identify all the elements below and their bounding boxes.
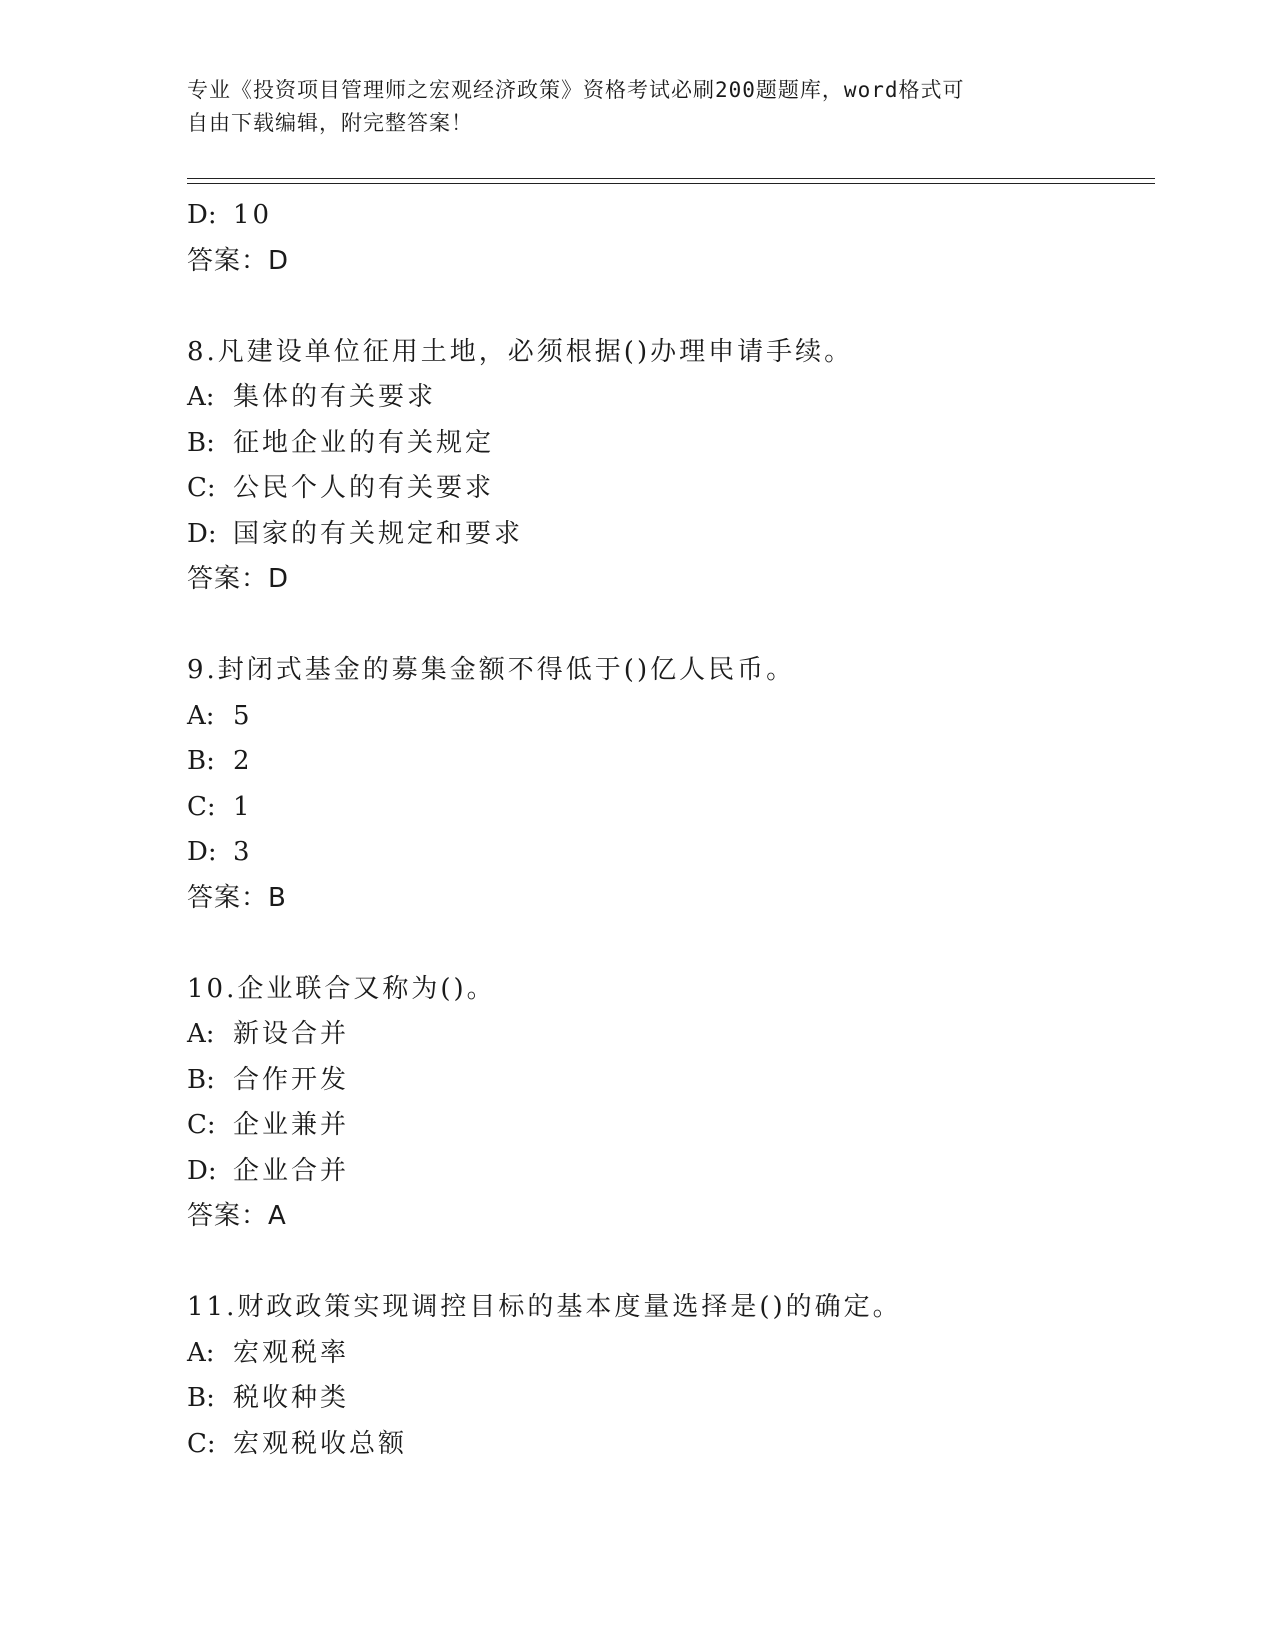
question-stem: 9.封闭式基金的募集金额不得低于()亿人民币。	[187, 655, 796, 685]
option-label: B:	[187, 427, 215, 458]
option-label: C:	[187, 1428, 216, 1459]
option-text: 国家的有关规定和要求	[233, 518, 524, 549]
option-label: A:	[187, 1019, 215, 1049]
option-text: 3	[233, 837, 253, 867]
header-divider-bottom	[187, 183, 1155, 184]
option-text: 新设合并	[233, 1019, 350, 1049]
option-text: 征地企业的有关规定	[233, 427, 495, 458]
option-text: 企业兼并	[233, 1110, 350, 1140]
option-b	[187, 1376, 1155, 1422]
question-stem: 11.财政政策实现调控目标的基本度量选择是()的确定。	[187, 1292, 902, 1322]
question-stem: 10.企业联合又称为()。	[187, 973, 496, 1004]
question-stem: 8.凡建设单位征用土地，必须根据()办理申请手续。	[187, 336, 854, 367]
option-text: 合作开发	[233, 1064, 350, 1095]
option-text: 公民个人的有关要求	[233, 473, 495, 503]
answer-line: 答案：D	[187, 564, 290, 594]
option-label: C:	[187, 473, 216, 503]
option-label: D:	[187, 518, 217, 549]
option-label: D:	[187, 837, 217, 867]
option-c	[187, 1422, 1155, 1468]
option-label: C:	[187, 1110, 216, 1140]
option-label: C:	[187, 791, 216, 822]
option-text: 1	[233, 791, 253, 822]
answer-line: 答案：D	[187, 245, 290, 276]
option-label: A:	[187, 700, 215, 731]
option-d	[187, 830, 1155, 876]
option-c	[187, 785, 1155, 831]
option-b	[187, 739, 1155, 785]
option-label: B:	[187, 1064, 215, 1095]
question-list	[187, 193, 1155, 1467]
answer-line: 答案：B	[187, 882, 287, 913]
page-header	[187, 74, 1087, 140]
option-d	[187, 512, 1155, 558]
header-title-line-2: 自由下载编辑，附完整答案！	[187, 111, 473, 135]
option-c	[187, 1103, 1155, 1149]
option-text: 税收种类	[233, 1383, 350, 1413]
header-title-line-1: 专业《投资项目管理师之宏观经济政策》资格考试必刷200题题库，word格式可	[187, 78, 965, 102]
option-c	[187, 466, 1155, 512]
header-divider-top	[187, 178, 1155, 179]
option-label: A:	[187, 1337, 215, 1368]
option-d	[187, 193, 1155, 239]
option-label: D:	[187, 1155, 217, 1186]
spacer	[187, 1240, 1155, 1286]
option-a	[187, 694, 1155, 740]
option-a	[187, 1331, 1155, 1377]
option-label: B:	[187, 746, 215, 776]
answer-line: 答案：A	[187, 1201, 287, 1231]
option-b	[187, 1058, 1155, 1104]
option-text: 5	[233, 700, 253, 731]
option-text: 2	[233, 746, 253, 776]
option-text: 集体的有关要求	[233, 382, 437, 412]
option-label: A:	[187, 382, 215, 412]
option-a	[187, 1012, 1155, 1058]
option-label: B:	[187, 1383, 215, 1413]
option-text: 宏观税率	[233, 1337, 350, 1368]
option-text: 10	[233, 200, 273, 230]
option-text: 宏观税收总额	[233, 1428, 408, 1459]
spacer	[187, 284, 1155, 330]
spacer	[187, 603, 1155, 649]
option-d	[187, 1149, 1155, 1195]
option-label: D:	[187, 200, 217, 230]
option-a	[187, 375, 1155, 421]
option-text: 企业合并	[233, 1155, 350, 1186]
option-b	[187, 421, 1155, 467]
spacer	[187, 921, 1155, 967]
